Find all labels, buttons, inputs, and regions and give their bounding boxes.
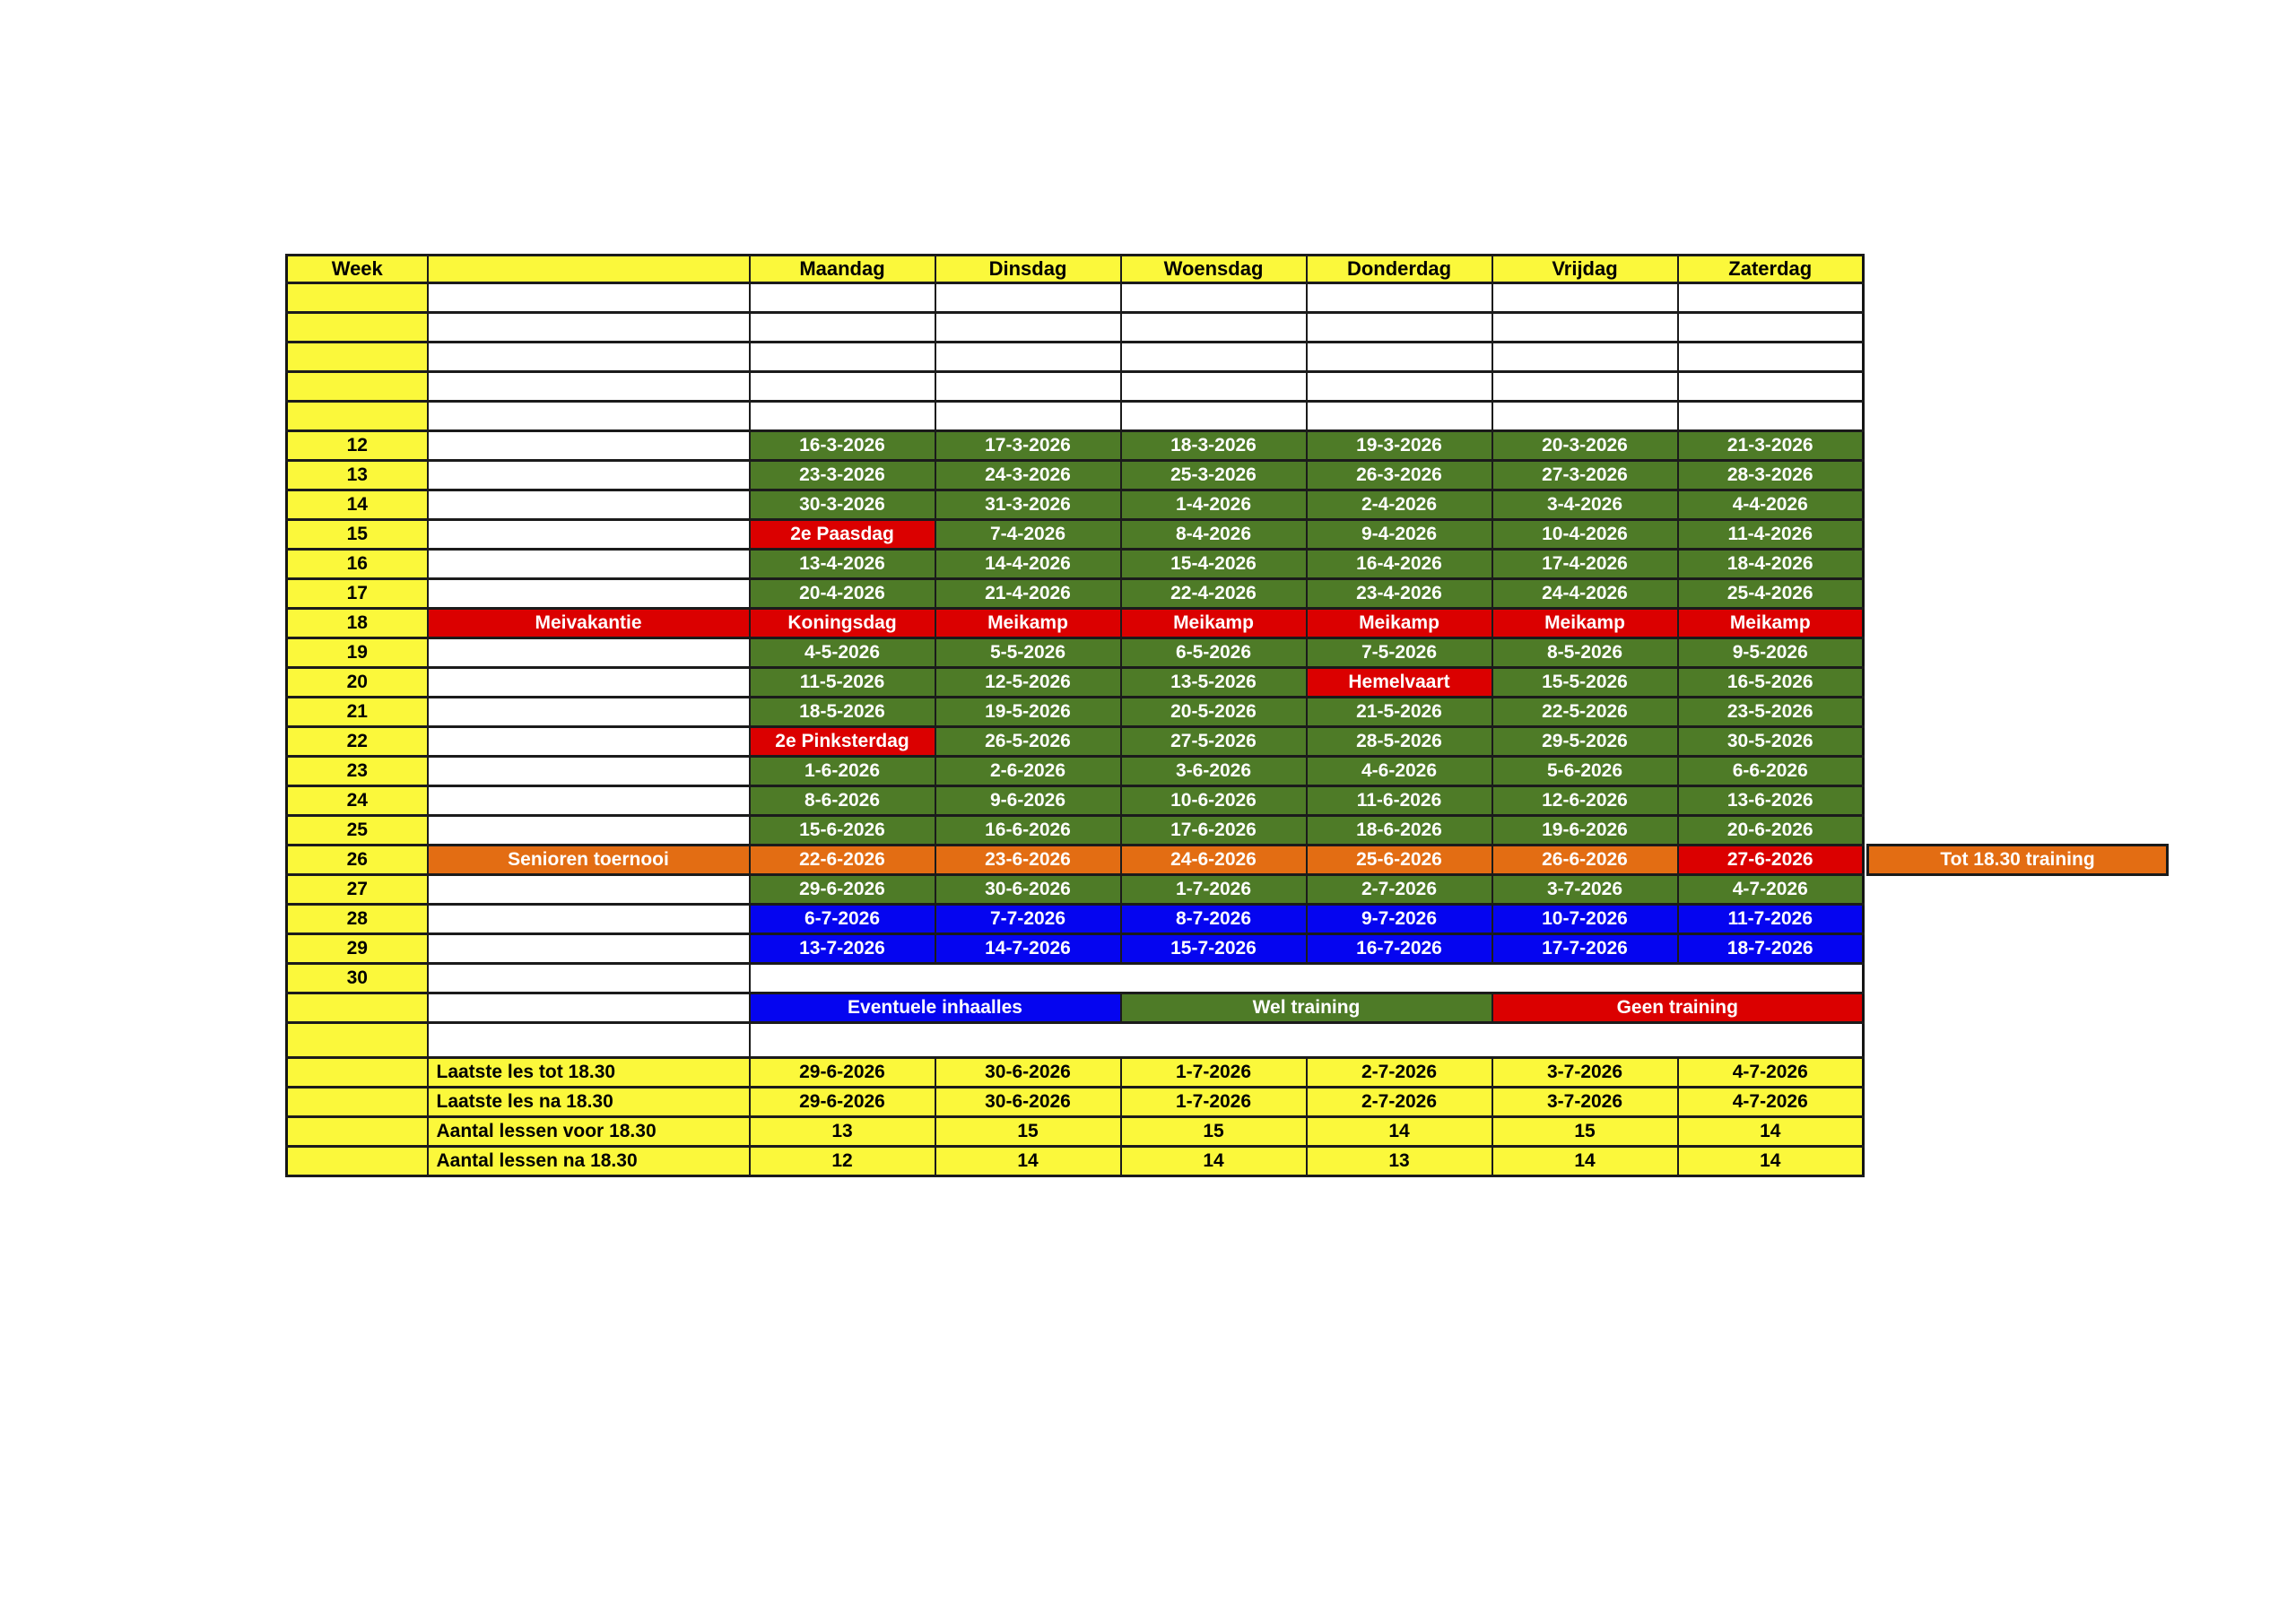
week-cell-blank-3[interactable] [287, 343, 428, 372]
cell-w14-maandag[interactable]: 30-3-2026 [750, 490, 935, 520]
cell-w28-zaterdag[interactable]: 11-7-2026 [1678, 905, 1864, 934]
cell-w22-donderdag[interactable]: 28-5-2026 [1307, 727, 1492, 757]
summary-aantal-lessen-na-1830-maandag[interactable]: 12 [750, 1147, 935, 1176]
cell-w18-dinsdag[interactable]: Meikamp [935, 609, 1121, 638]
summary-aantal-lessen-na-1830-zaterdag[interactable]: 14 [1678, 1147, 1864, 1176]
summary-laatste-les-tot-1830-woensdag[interactable]: 1-7-2026 [1121, 1058, 1307, 1088]
cell-w28-vrijdag[interactable]: 10-7-2026 [1492, 905, 1678, 934]
cell-w19-donderdag[interactable]: 7-5-2026 [1307, 638, 1492, 668]
cell-w16-donderdag[interactable]: 16-4-2026 [1307, 550, 1492, 579]
label-cell-gap[interactable] [428, 1023, 750, 1058]
cell-w13-dinsdag[interactable]: 24-3-2026 [935, 461, 1121, 490]
cell-w29-zaterdag[interactable]: 18-7-2026 [1678, 934, 1864, 964]
cell-w26-woensdag[interactable]: 24-6-2026 [1121, 846, 1307, 875]
week-cell-16[interactable]: 16 [287, 550, 428, 579]
col-header-woensdag[interactable]: Woensdag [1121, 256, 1307, 283]
cell-w25-zaterdag[interactable]: 20-6-2026 [1678, 816, 1864, 846]
summary-laatste-les-tot-1830-maandag[interactable]: 29-6-2026 [750, 1058, 935, 1088]
cell-w25-maandag[interactable]: 15-6-2026 [750, 816, 935, 846]
row-week-25 [287, 816, 1864, 846]
cell-w16-zaterdag[interactable]: 18-4-2026 [1678, 550, 1864, 579]
summary-label-laatste-les-na-1830[interactable]: Laatste les na 18.30 [428, 1088, 750, 1117]
label-cell-blank-2[interactable] [428, 313, 750, 343]
summary-laatste-les-na-1830-dinsdag[interactable]: 30-6-2026 [935, 1088, 1121, 1117]
week-cell-29[interactable]: 29 [287, 934, 428, 964]
cell-w18-maandag[interactable]: Koningsdag [750, 609, 935, 638]
cell-w25-donderdag[interactable]: 18-6-2026 [1307, 816, 1492, 846]
cell-w15-donderdag[interactable]: 9-4-2026 [1307, 520, 1492, 550]
label-cell-27[interactable] [428, 875, 750, 905]
cell-w23-dinsdag[interactable]: 2-6-2026 [935, 757, 1121, 786]
summary-aantal-lessen-voor-1830-dinsdag[interactable]: 15 [935, 1117, 1121, 1147]
callout-tot-1830-training-label: Tot 18.30 training [1940, 849, 2095, 870]
summary-label-aantal-lessen-voor-1830[interactable]: Aantal lessen voor 18.30 [428, 1117, 750, 1147]
day-cell-blank-5-donderdag[interactable] [1307, 402, 1492, 431]
cell-w17-dinsdag[interactable]: 21-4-2026 [935, 579, 1121, 609]
week-cell-13[interactable]: 13 [287, 461, 428, 490]
row-week-28 [287, 905, 1864, 934]
cell-w24-vrijdag[interactable]: 12-6-2026 [1492, 786, 1678, 816]
cell-w27-donderdag[interactable]: 2-7-2026 [1307, 875, 1492, 905]
cell-w26-vrijdag[interactable]: 26-6-2026 [1492, 846, 1678, 875]
row-week-29 [287, 934, 1864, 964]
cell-w13-zaterdag[interactable]: 28-3-2026 [1678, 461, 1864, 490]
cell-w17-vrijdag[interactable]: 24-4-2026 [1492, 579, 1678, 609]
summary-laatste-les-na-1830-vrijdag[interactable]: 3-7-2026 [1492, 1088, 1678, 1117]
cell-w29-dinsdag[interactable]: 14-7-2026 [935, 934, 1121, 964]
schedule-table-body [287, 256, 1864, 1176]
cell-w22-dinsdag[interactable]: 26-5-2026 [935, 727, 1121, 757]
day-cell-blank-3-vrijdag[interactable] [1492, 343, 1678, 372]
col-header-week[interactable]: Week [287, 256, 428, 283]
cell-w13-vrijdag[interactable]: 27-3-2026 [1492, 461, 1678, 490]
cell-w18-woensdag[interactable]: Meikamp [1121, 609, 1307, 638]
span-cell-gap[interactable] [750, 1023, 1864, 1058]
summary-label-laatste-les-tot-1830[interactable]: Laatste les tot 18.30 [428, 1058, 750, 1088]
day-cell-blank-2-vrijdag[interactable] [1492, 313, 1678, 343]
summary-aantal-lessen-na-1830-donderdag[interactable]: 13 [1307, 1147, 1492, 1176]
summary-aantal-lessen-voor-1830-vrijdag[interactable]: 15 [1492, 1117, 1678, 1147]
header-row [287, 256, 1864, 283]
summary-aantal-lessen-voor-1830-donderdag[interactable]: 14 [1307, 1117, 1492, 1147]
summary-row-aantal-lessen-na-1830 [287, 1147, 1864, 1176]
row-week-21 [287, 698, 1864, 727]
summary-laatste-les-na-1830-donderdag[interactable]: 2-7-2026 [1307, 1088, 1492, 1117]
day-cell-blank-5-woensdag[interactable] [1121, 402, 1307, 431]
cell-w26-dinsdag[interactable]: 23-6-2026 [935, 846, 1121, 875]
cell-w29-maandag[interactable]: 13-7-2026 [750, 934, 935, 964]
week-cell-26[interactable]: 26 [287, 846, 428, 875]
cell-w12-dinsdag[interactable]: 17-3-2026 [935, 431, 1121, 461]
week-cell-17[interactable]: 17 [287, 579, 428, 609]
cell-w27-maandag[interactable]: 29-6-2026 [750, 875, 935, 905]
day-cell-blank-2-dinsdag[interactable] [935, 313, 1121, 343]
week-cell-15[interactable]: 15 [287, 520, 428, 550]
week-cell-18[interactable]: 18 [287, 609, 428, 638]
week-cell-aantal-lessen-na-1830[interactable] [287, 1147, 428, 1176]
week-cell-28[interactable]: 28 [287, 905, 428, 934]
cell-w15-vrijdag[interactable]: 10-4-2026 [1492, 520, 1678, 550]
cell-w17-zaterdag[interactable]: 25-4-2026 [1678, 579, 1864, 609]
summary-aantal-lessen-voor-1830-maandag[interactable]: 13 [750, 1117, 935, 1147]
label-cell-blank-5[interactable] [428, 402, 750, 431]
row-week-27 [287, 875, 1864, 905]
week-cell-24[interactable]: 24 [287, 786, 428, 816]
summary-row-aantal-lessen-voor-1830 [287, 1117, 1864, 1147]
day-cell-blank-3-zaterdag[interactable] [1678, 343, 1864, 372]
summary-laatste-les-tot-1830-vrijdag[interactable]: 3-7-2026 [1492, 1058, 1678, 1088]
summary-laatste-les-na-1830-woensdag[interactable]: 1-7-2026 [1121, 1088, 1307, 1117]
day-cell-blank-5-zaterdag[interactable] [1678, 402, 1864, 431]
row-week-15 [287, 520, 1864, 550]
label-cell-28[interactable] [428, 905, 750, 934]
label-cell-blank-3[interactable] [428, 343, 750, 372]
row-week-19 [287, 638, 1864, 668]
day-cell-blank-2-zaterdag[interactable] [1678, 313, 1864, 343]
cell-w18-zaterdag[interactable]: Meikamp [1678, 609, 1864, 638]
cell-w13-donderdag[interactable]: 26-3-2026 [1307, 461, 1492, 490]
week-cell-22[interactable]: 22 [287, 727, 428, 757]
col-header-maandag[interactable]: Maandag [750, 256, 935, 283]
week-cell-blank-1[interactable] [287, 283, 428, 313]
cell-w27-zaterdag[interactable]: 4-7-2026 [1678, 875, 1864, 905]
week-cell-20[interactable]: 20 [287, 668, 428, 698]
cell-w14-donderdag[interactable]: 2-4-2026 [1307, 490, 1492, 520]
cell-w22-vrijdag[interactable]: 29-5-2026 [1492, 727, 1678, 757]
cell-w19-dinsdag[interactable]: 5-5-2026 [935, 638, 1121, 668]
cell-w27-vrijdag[interactable]: 3-7-2026 [1492, 875, 1678, 905]
week-cell-gap[interactable] [287, 1023, 428, 1058]
cell-w21-donderdag[interactable]: 21-5-2026 [1307, 698, 1492, 727]
day-cell-blank-2-maandag[interactable] [750, 313, 935, 343]
cell-w15-woensdag[interactable]: 8-4-2026 [1121, 520, 1307, 550]
cell-w25-woensdag[interactable]: 17-6-2026 [1121, 816, 1307, 846]
row-week-26 [287, 846, 1864, 875]
cell-w14-woensdag[interactable]: 1-4-2026 [1121, 490, 1307, 520]
day-cell-blank-3-dinsdag[interactable] [935, 343, 1121, 372]
row-week-18 [287, 609, 1864, 638]
cell-w20-donderdag[interactable]: Hemelvaart [1307, 668, 1492, 698]
cell-w21-vrijdag[interactable]: 22-5-2026 [1492, 698, 1678, 727]
cell-w17-woensdag[interactable]: 22-4-2026 [1121, 579, 1307, 609]
week-cell-aantal-lessen-voor-1830[interactable] [287, 1117, 428, 1147]
day-cell-blank-4-vrijdag[interactable] [1492, 372, 1678, 402]
row-blank-1 [287, 283, 1864, 313]
cell-w16-dinsdag[interactable]: 14-4-2026 [935, 550, 1121, 579]
week-cell-23[interactable]: 23 [287, 757, 428, 786]
day-cell-blank-5-vrijdag[interactable] [1492, 402, 1678, 431]
label-cell-23[interactable] [428, 757, 750, 786]
day-cell-blank-4-woensdag[interactable] [1121, 372, 1307, 402]
summary-laatste-les-na-1830-zaterdag[interactable]: 4-7-2026 [1678, 1088, 1864, 1117]
cell-w28-maandag[interactable]: 6-7-2026 [750, 905, 935, 934]
cell-w20-dinsdag[interactable]: 12-5-2026 [935, 668, 1121, 698]
day-cell-blank-4-dinsdag[interactable] [935, 372, 1121, 402]
cell-w23-zaterdag[interactable]: 6-6-2026 [1678, 757, 1864, 786]
cell-w16-maandag[interactable]: 13-4-2026 [750, 550, 935, 579]
row-week-14 [287, 490, 1864, 520]
day-cell-blank-3-donderdag[interactable] [1307, 343, 1492, 372]
row-week-30 [287, 964, 1864, 993]
cell-w25-vrijdag[interactable]: 19-6-2026 [1492, 816, 1678, 846]
cell-w16-woensdag[interactable]: 15-4-2026 [1121, 550, 1307, 579]
col-header-vrijdag[interactable]: Vrijdag [1492, 256, 1678, 283]
cell-w12-woensdag[interactable]: 18-3-2026 [1121, 431, 1307, 461]
cell-w19-vrijdag[interactable]: 8-5-2026 [1492, 638, 1678, 668]
week-cell-12[interactable]: 12 [287, 431, 428, 461]
week-cell-blank-5[interactable] [287, 402, 428, 431]
cell-w13-maandag[interactable]: 23-3-2026 [750, 461, 935, 490]
label-cell-18[interactable]: Meivakantie [428, 609, 750, 638]
cell-w28-dinsdag[interactable]: 7-7-2026 [935, 905, 1121, 934]
cell-w25-dinsdag[interactable]: 16-6-2026 [935, 816, 1121, 846]
summary-aantal-lessen-na-1830-dinsdag[interactable]: 14 [935, 1147, 1121, 1176]
legend-wel-training[interactable]: Wel training [1121, 993, 1492, 1023]
summary-aantal-lessen-na-1830-woensdag[interactable]: 14 [1121, 1147, 1307, 1176]
cell-w21-dinsdag[interactable]: 19-5-2026 [935, 698, 1121, 727]
cell-w26-zaterdag[interactable]: 27-6-2026 [1678, 846, 1864, 875]
summary-laatste-les-tot-1830-donderdag[interactable]: 2-7-2026 [1307, 1058, 1492, 1088]
label-cell-30[interactable] [428, 964, 750, 993]
cell-w14-dinsdag[interactable]: 31-3-2026 [935, 490, 1121, 520]
row-blank-4 [287, 372, 1864, 402]
week-cell-blank-4[interactable] [287, 372, 428, 402]
cell-w12-donderdag[interactable]: 19-3-2026 [1307, 431, 1492, 461]
cell-w18-vrijdag[interactable]: Meikamp [1492, 609, 1678, 638]
row-week-24 [287, 786, 1864, 816]
cell-w13-woensdag[interactable]: 25-3-2026 [1121, 461, 1307, 490]
schedule-table [285, 254, 1865, 1177]
day-cell-blank-1-vrijdag[interactable] [1492, 283, 1678, 313]
cell-w29-woensdag[interactable]: 15-7-2026 [1121, 934, 1307, 964]
summary-aantal-lessen-voor-1830-woensdag[interactable]: 15 [1121, 1117, 1307, 1147]
cell-w17-maandag[interactable]: 20-4-2026 [750, 579, 935, 609]
label-cell-blank-1[interactable] [428, 283, 750, 313]
cell-w29-vrijdag[interactable]: 17-7-2026 [1492, 934, 1678, 964]
row-week-20 [287, 668, 1864, 698]
label-cell-26[interactable]: Senioren toernooi [428, 846, 750, 875]
summary-laatste-les-na-1830-maandag[interactable]: 29-6-2026 [750, 1088, 935, 1117]
cell-w22-zaterdag[interactable]: 30-5-2026 [1678, 727, 1864, 757]
day-cell-blank-4-donderdag[interactable] [1307, 372, 1492, 402]
cell-w16-vrijdag[interactable]: 17-4-2026 [1492, 550, 1678, 579]
day-cell-blank-1-zaterdag[interactable] [1678, 283, 1864, 313]
day-cell-blank-2-donderdag[interactable] [1307, 313, 1492, 343]
week-cell-25[interactable]: 25 [287, 816, 428, 846]
cell-w24-dinsdag[interactable]: 9-6-2026 [935, 786, 1121, 816]
summary-aantal-lessen-voor-1830-zaterdag[interactable]: 14 [1678, 1117, 1864, 1147]
row-week-23 [287, 757, 1864, 786]
label-cell-20[interactable] [428, 668, 750, 698]
col-header-zaterdag[interactable]: Zaterdag [1678, 256, 1864, 283]
legend-eventuele-inhaalles[interactable]: Eventuele inhaalles [750, 993, 1121, 1023]
row-week-16 [287, 550, 1864, 579]
cell-w27-dinsdag[interactable]: 30-6-2026 [935, 875, 1121, 905]
day-cell-blank-4-zaterdag[interactable] [1678, 372, 1864, 402]
cell-w24-zaterdag[interactable]: 13-6-2026 [1678, 786, 1864, 816]
cell-w18-donderdag[interactable]: Meikamp [1307, 609, 1492, 638]
cell-w17-donderdag[interactable]: 23-4-2026 [1307, 579, 1492, 609]
day-cell-blank-5-dinsdag[interactable] [935, 402, 1121, 431]
row-blank-3 [287, 343, 1864, 372]
col-header-dinsdag[interactable]: Dinsdag [935, 256, 1121, 283]
cell-w28-donderdag[interactable]: 9-7-2026 [1307, 905, 1492, 934]
summary-laatste-les-tot-1830-dinsdag[interactable]: 30-6-2026 [935, 1058, 1121, 1088]
row-blank-2 [287, 313, 1864, 343]
cell-w26-maandag[interactable]: 22-6-2026 [750, 846, 935, 875]
summary-aantal-lessen-na-1830-vrijdag[interactable]: 14 [1492, 1147, 1678, 1176]
day-cell-blank-3-woensdag[interactable] [1121, 343, 1307, 372]
week-cell-27[interactable]: 27 [287, 875, 428, 905]
cell-w14-zaterdag[interactable]: 4-4-2026 [1678, 490, 1864, 520]
row-week-17 [287, 579, 1864, 609]
cell-w12-zaterdag[interactable]: 21-3-2026 [1678, 431, 1864, 461]
row-week-22 [287, 727, 1864, 757]
col-header-donderdag[interactable]: Donderdag [1307, 256, 1492, 283]
callout-tot-1830-training[interactable] [1866, 844, 2169, 876]
cell-w20-zaterdag[interactable]: 16-5-2026 [1678, 668, 1864, 698]
cell-w14-vrijdag[interactable]: 3-4-2026 [1492, 490, 1678, 520]
cell-w15-maandag[interactable]: 2e Paasdag [750, 520, 935, 550]
cell-w29-donderdag[interactable]: 16-7-2026 [1307, 934, 1492, 964]
label-cell-blank-4[interactable] [428, 372, 750, 402]
cell-w28-woensdag[interactable]: 8-7-2026 [1121, 905, 1307, 934]
summary-row-laatste-les-na-1830 [287, 1088, 1864, 1117]
summary-row-laatste-les-tot-1830 [287, 1058, 1864, 1088]
summary-laatste-les-tot-1830-zaterdag[interactable]: 4-7-2026 [1678, 1058, 1864, 1088]
label-cell-15[interactable] [428, 520, 750, 550]
col-header-label[interactable] [428, 256, 750, 283]
summary-label-aantal-lessen-na-1830[interactable]: Aantal lessen na 18.30 [428, 1147, 750, 1176]
day-cell-blank-1-donderdag[interactable] [1307, 283, 1492, 313]
cell-w15-zaterdag[interactable]: 11-4-2026 [1678, 520, 1864, 550]
label-cell-21[interactable] [428, 698, 750, 727]
label-cell-14[interactable] [428, 490, 750, 520]
cell-w24-maandag[interactable]: 8-6-2026 [750, 786, 935, 816]
cell-w24-woensdag[interactable]: 10-6-2026 [1121, 786, 1307, 816]
week-cell-21[interactable]: 21 [287, 698, 428, 727]
week-cell-19[interactable]: 19 [287, 638, 428, 668]
label-cell-17[interactable] [428, 579, 750, 609]
week-cell-laatste-les-tot-1830[interactable] [287, 1058, 428, 1088]
row-gap [287, 1023, 1864, 1058]
cell-w21-maandag[interactable]: 18-5-2026 [750, 698, 935, 727]
cell-w21-woensdag[interactable]: 20-5-2026 [1121, 698, 1307, 727]
cell-w20-woensdag[interactable]: 13-5-2026 [1121, 668, 1307, 698]
cell-w27-woensdag[interactable]: 1-7-2026 [1121, 875, 1307, 905]
day-cell-blank-5-maandag[interactable] [750, 402, 935, 431]
label-cell-24[interactable] [428, 786, 750, 816]
label-cell-25[interactable] [428, 816, 750, 846]
cell-w19-zaterdag[interactable]: 9-5-2026 [1678, 638, 1864, 668]
day-cell-blank-1-maandag[interactable] [750, 283, 935, 313]
label-cell-16[interactable] [428, 550, 750, 579]
day-cell-blank-2-woensdag[interactable] [1121, 313, 1307, 343]
cell-w21-zaterdag[interactable]: 23-5-2026 [1678, 698, 1864, 727]
cell-w20-maandag[interactable]: 11-5-2026 [750, 668, 935, 698]
span-cell-w30[interactable] [750, 964, 1864, 993]
cell-w19-maandag[interactable]: 4-5-2026 [750, 638, 935, 668]
week-cell-30[interactable]: 30 [287, 964, 428, 993]
legend-geen-training[interactable]: Geen training [1492, 993, 1864, 1023]
cell-w20-vrijdag[interactable]: 15-5-2026 [1492, 668, 1678, 698]
label-cell-12[interactable] [428, 431, 750, 461]
label-cell-19[interactable] [428, 638, 750, 668]
week-cell-legend[interactable] [287, 993, 428, 1023]
label-cell-legend[interactable] [428, 993, 750, 1023]
cell-w23-maandag[interactable]: 1-6-2026 [750, 757, 935, 786]
cell-w22-woensdag[interactable]: 27-5-2026 [1121, 727, 1307, 757]
row-week-13 [287, 461, 1864, 490]
cell-w12-maandag[interactable]: 16-3-2026 [750, 431, 935, 461]
day-cell-blank-1-dinsdag[interactable] [935, 283, 1121, 313]
legend-row [287, 993, 1864, 1023]
row-blank-5 [287, 402, 1864, 431]
label-cell-13[interactable] [428, 461, 750, 490]
cell-w19-woensdag[interactable]: 6-5-2026 [1121, 638, 1307, 668]
cell-w12-vrijdag[interactable]: 20-3-2026 [1492, 431, 1678, 461]
day-cell-blank-1-woensdag[interactable] [1121, 283, 1307, 313]
week-cell-14[interactable]: 14 [287, 490, 428, 520]
label-cell-22[interactable] [428, 727, 750, 757]
cell-w15-dinsdag[interactable]: 7-4-2026 [935, 520, 1121, 550]
week-cell-laatste-les-na-1830[interactable] [287, 1088, 428, 1117]
week-cell-blank-2[interactable] [287, 313, 428, 343]
cell-w23-woensdag[interactable]: 3-6-2026 [1121, 757, 1307, 786]
cell-w22-maandag[interactable]: 2e Pinksterdag [750, 727, 935, 757]
day-cell-blank-3-maandag[interactable] [750, 343, 935, 372]
day-cell-blank-4-maandag[interactable] [750, 372, 935, 402]
cell-w23-donderdag[interactable]: 4-6-2026 [1307, 757, 1492, 786]
cell-w24-donderdag[interactable]: 11-6-2026 [1307, 786, 1492, 816]
label-cell-29[interactable] [428, 934, 750, 964]
cell-w26-donderdag[interactable]: 25-6-2026 [1307, 846, 1492, 875]
row-week-12 [287, 431, 1864, 461]
cell-w23-vrijdag[interactable]: 5-6-2026 [1492, 757, 1678, 786]
